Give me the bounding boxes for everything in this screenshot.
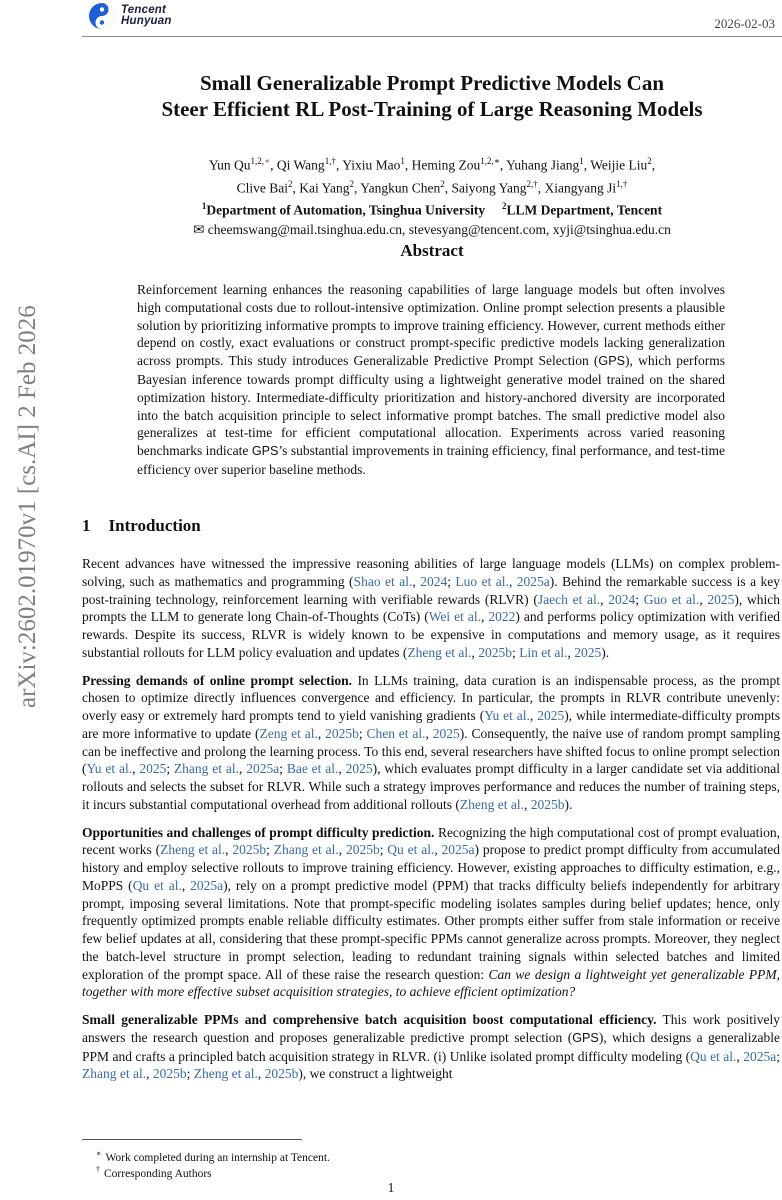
title-line-2: Steer Efficient RL Post-Training of Large Reasoning Models bbox=[161, 97, 703, 121]
section-number: 1 bbox=[82, 516, 91, 535]
tencent-hunyuan-logo bbox=[88, 2, 172, 30]
author-affil-sup: 1,2,∗ bbox=[480, 156, 500, 166]
header-rule bbox=[82, 36, 782, 37]
abstract-part-2: ), which performs Bayesian inference towards prompt difficulty using a lightweight generative model trained on the shared optimization history. Intermediate-difficulty prioritization and history-anchored diversity are incorporated into the batch acquisition principle to select informative prompt batches. The small predictive model also generalizes at test-time for efficient computational allocation. Experiments across varied reasoning benchmarks indicate bbox=[137, 353, 725, 459]
citation-link[interactable]: 2025b bbox=[152, 1066, 187, 1082]
citation-link[interactable]: 2024 bbox=[608, 591, 636, 607]
citation-link[interactable]: Bae et al. bbox=[286, 761, 339, 777]
arxiv-identifier: arXiv:2602.01970v1 [cs.AI] 2 Feb 2026 bbox=[14, 305, 41, 708]
citation-link[interactable]: Zheng et al. bbox=[407, 644, 472, 660]
author-affil-sup: 2,† bbox=[526, 178, 538, 189]
paragraph-heading: Small generalizable PPMs and comprehensive batch acquisition boost computational efficiency. bbox=[82, 1012, 657, 1027]
author-affil-sup: 1 bbox=[400, 156, 405, 166]
envelope-icon: ✉ bbox=[193, 221, 205, 237]
author-line-1: Yun $Qu^{1,2,∗}$, Qi Wang$^{1,\dagger}$, Yixiu Mao$^1$, Heming Zou$^{1,2,∗}$, Yuhang Jiang$^1$, Weijie Liu$^2$, bbox=[208, 156, 656, 173]
citation-link[interactable]: 2025 bbox=[432, 725, 460, 741]
author-affil-sup: 2 bbox=[287, 178, 293, 189]
citation-link[interactable]: 2025b bbox=[325, 725, 359, 741]
citation-link[interactable]: 2025a bbox=[743, 1048, 777, 1064]
emails[interactable]: cheemswang@mail.tsinghua.edu.cn, stevesyang@tencent.com, xyji@tsinghua.edu.cn bbox=[207, 221, 671, 237]
paragraph-1: Recent advances have witnessed the impressive reasoning abilities of large language models (LLMs) on complex problem-solving, such as mathematics and programming (Shao et al., 2024; Luo et al., 2025a). Behind the remarkable success is a key post-training technology, reinforcement learning with verifiable rewards (RLVR) (Jaech et al., 2024; Guo et al., 2025), which prompts the LLM to generate long Chain-of-Thoughts (CoTs) (Wei et al., 2022) and performs policy optimization with verified rewards. Despite its success, RLVR is widely known to be expensive in computations and memory usage, as it requires substantial rollouts for LLM policy evaluation and updates (Zheng et al., 2025b; Lin et al., 2025). bbox=[82, 556, 781, 660]
author-block bbox=[82, 152, 782, 239]
citation-link[interactable]: Zheng et al. bbox=[459, 796, 525, 812]
abstract-part-3: ’s substantial improvements in training efficiency, final performance, and test-time efficiency over superior baseline methods. bbox=[137, 443, 725, 477]
author-affil-sup: 1,2, bbox=[250, 156, 265, 166]
citation-link[interactable]: 2025 bbox=[707, 591, 735, 607]
section-heading bbox=[82, 516, 201, 536]
citation-link[interactable]: 2025 bbox=[574, 644, 602, 660]
citation-link[interactable]: Wei et al. bbox=[428, 609, 481, 625]
citation-link[interactable]: Lin et al. bbox=[519, 644, 568, 660]
citation-link[interactable]: Jaech et al. bbox=[537, 591, 601, 607]
citation-link[interactable]: Shao et al. bbox=[353, 573, 413, 589]
author-affil-sup: 2 bbox=[349, 178, 354, 189]
header-date: 2026-02-03 bbox=[714, 16, 775, 31]
citation-link[interactable]: 2025a bbox=[190, 877, 224, 893]
citation-link[interactable]: Zeng et al. bbox=[259, 725, 318, 741]
gps-name: GPS bbox=[572, 1030, 599, 1045]
citation-link[interactable]: 2025 bbox=[537, 708, 565, 723]
citation-link[interactable]: 2025a bbox=[516, 573, 550, 589]
citation-link[interactable]: 2025b bbox=[264, 1066, 299, 1082]
author-name: Yixiu Mao bbox=[342, 157, 401, 173]
author-line-2: Clive Bai$^2$, Kai Yang$^2$, Yangkun Chen$^2$, Saiyong Yang$^{2,\dagger}$, Xiangyang $Ji^{1,\dagger}$ bbox=[236, 178, 628, 195]
author-affil-sup: 2 bbox=[647, 156, 652, 166]
citation-link[interactable]: Chen et al. bbox=[366, 725, 426, 741]
citation-link[interactable]: Qu et al. bbox=[132, 877, 182, 893]
citation-link[interactable]: 2025b bbox=[530, 796, 565, 812]
author-name: Saiyong Yang bbox=[451, 180, 527, 195]
citation-link[interactable]: Zheng et al. bbox=[160, 842, 226, 858]
author-name: Yun Qu bbox=[208, 157, 251, 173]
citation-link[interactable]: Qu et al. bbox=[387, 842, 435, 858]
hunyuan-logo-icon bbox=[88, 2, 116, 30]
affiliation-2: LLM Department, Tencent bbox=[506, 202, 663, 218]
gps-name: GPS bbox=[598, 354, 626, 369]
email-line bbox=[82, 220, 782, 239]
affil2-sup: 2 bbox=[501, 201, 507, 211]
body-text bbox=[82, 555, 780, 1093]
footnote-rule bbox=[82, 1139, 302, 1140]
logo-line2: Hunyuan bbox=[121, 15, 172, 27]
paragraph-3: Opportunities and challenges of prompt difficulty prediction. Recognizing the high computational cost of prompt evaluation, recent works (Zheng et al., 2025b; Zhang et al., 2025b; Qu et al., 2025a) propose to predict prompt difficulty from accumulated history and employ selective rollouts to improve training efficiency. However, existing approaches to difficulty estimation, e.g., MoPPS (Qu et al., 2025a), rely on a prompt predictive model (PPM) that tracks difficulty beliefs independently for arbitrary prompt, imposing several limitations. Note that prompt-specific modeling isolates samples during belief updates; hence, only frequently optimized prompts enable reliable difficulty estimates. Other prompts either suffer from stale information or receive few belief updates at all, considering that these prompt-specific PPMs cannot generalize across prompts. Moreover, they neglect the batch-level structure in prompt selection, leading to redundant training signals within selected batches and limited exploration of the prompt space. All of these raise the research question: Can we design a lightweight yet generalizable PPM, together with more effective subset acquisition strategies, to achieve efficient optimization? bbox=[82, 824, 781, 1000]
citation-link[interactable]: 2025 bbox=[345, 761, 373, 777]
affiliations bbox=[82, 197, 782, 220]
citation-link[interactable]: Luo et al. bbox=[455, 573, 509, 589]
citation-link[interactable]: Yu et al. bbox=[484, 708, 530, 723]
paragraph-2: Pressing demands of online prompt selection. In LLMs training, data curation is an indispensable process, as the prompt chosen to optimize directly influences convergence and efficiency. In particular, the prompts in RLVR contribute unevenly: overly easy or extremely hard prompts tend to yield vanishing gradients (Yu et al., 2025), while intermediate-difficulty prompts are more informative to update (Zeng et al., 2025b; Chen et al., 2025). Consequently, the naive use of random prompt sampling can be ineffective and prolong the learning process. To this end, several researchers have shifted focus to online prompt selection (Yu et al., 2025; Zhang et al., 2025a; Bae et al., 2025), which evaluates prompt difficulty in a larger candidate set via additional rollouts and selects the subset for RLVR. While such a strategy improves performance and reduces the number of training steps, it incurs substantial computational overhead from additional rollouts (Zheng et al., 2025b). bbox=[82, 672, 781, 812]
abstract-heading: Abstract bbox=[400, 241, 464, 260]
citation-link[interactable]: Yu et al. bbox=[86, 761, 133, 777]
logo-line1: Tencent bbox=[121, 3, 167, 16]
author-name: Clive Bai bbox=[236, 180, 288, 195]
citation-link[interactable]: 2025a bbox=[441, 842, 475, 858]
author-affil-sup: 1 bbox=[579, 156, 584, 166]
author-affil-sup: 2 bbox=[440, 178, 445, 189]
paragraph-4: Small generalizable PPMs and comprehensive batch acquisition boost computational efficiency. This work positively answers the research question and proposes generalizable predictive prompt selection (GPS), which designs a generalizable PPM and crafts a principled batch acquisition strategy in RLVR. (i) Unlike isolated prompt difficulty modeling (Qu et al., 2025a; Zhang et al., 2025b; Zheng et al., 2025b), we construct a lightweight bbox=[82, 1012, 780, 1082]
footnote-marker-dagger: † bbox=[96, 1165, 100, 1174]
citation-link[interactable]: Zheng et al. bbox=[193, 1066, 258, 1082]
citation-link[interactable]: 2025b bbox=[345, 842, 380, 858]
citation-link[interactable]: Zhang et al. bbox=[173, 761, 239, 777]
section-title: Introduction bbox=[108, 516, 201, 535]
abstract-part-1: Reinforcement learning enhances the reasoning capabilities of large language models but often involves high computational costs due to rollout-intensive optimization. Online prompt selection presents a plausible solution by prioritizing informative prompts to improve training efficiency. However, current methods either depend on costly, exact evaluations or construct prompt-specific predictive models lacking generalization across prompts. This study introduces Generalizable Predictive Prompt Selection ( bbox=[137, 282, 725, 369]
footnote-1-text: Work completed during an internship at Tencent. bbox=[105, 1151, 330, 1164]
affiliation-1: Department of Automation, Tsinghua University bbox=[206, 202, 486, 218]
title-line-1: Small Generalizable Prompt Predictive Models Can bbox=[199, 71, 665, 95]
footnote-2 bbox=[96, 1163, 212, 1181]
citation-link[interactable]: 2025 bbox=[139, 761, 167, 777]
page-number: 1 bbox=[387, 1180, 395, 1195]
author-name: Qi Wang bbox=[276, 157, 325, 173]
author-name: Kai Yang bbox=[299, 180, 350, 195]
paper-title bbox=[82, 70, 782, 122]
paragraph-heading: Pressing demands of online prompt selection. bbox=[82, 672, 353, 688]
research-question: Can we design a lightweight yet generalizable PPM, together with more effective subset acquisition strategies, to achieve efficient optimization? bbox=[82, 966, 780, 1000]
abstract-text bbox=[137, 281, 725, 479]
author-name: Weijie Liu bbox=[590, 157, 648, 173]
paragraph-heading: Opportunities and challenges of prompt difficulty prediction. bbox=[82, 824, 435, 840]
citation-link[interactable]: 2025a bbox=[246, 761, 280, 777]
gps-name: GPS bbox=[251, 444, 279, 459]
citation-link[interactable]: Zhang et al. bbox=[273, 842, 339, 858]
author-affil-sup: 1,† bbox=[324, 156, 336, 166]
equal-contribution-star-icon: ∗ bbox=[264, 156, 271, 166]
author-name: Yuhang Jiang bbox=[506, 157, 580, 173]
citation-link[interactable]: 2022 bbox=[488, 609, 516, 625]
citation-link[interactable]: Zhang et al. bbox=[82, 1066, 147, 1082]
citation-link[interactable]: 2025b bbox=[478, 644, 513, 660]
footnote-marker-star: ∗ bbox=[96, 1149, 102, 1158]
author-name: Heming Zou bbox=[411, 157, 481, 173]
citation-link[interactable]: Guo et al. bbox=[643, 591, 700, 607]
citation-link[interactable]: 2025b bbox=[232, 842, 267, 858]
citation-link[interactable]: Qu et al. bbox=[690, 1048, 737, 1064]
author-name: Yangkun Chen bbox=[360, 180, 441, 195]
author-name: Xiangyang Ji bbox=[544, 180, 617, 195]
logo-wordmark bbox=[121, 5, 172, 28]
affil1-sup: 1 bbox=[201, 201, 207, 211]
citation-link[interactable]: 2024 bbox=[420, 573, 448, 589]
author-affil-sup: 1,† bbox=[616, 178, 628, 189]
footnote-2-text: Corresponding Authors bbox=[104, 1167, 212, 1180]
